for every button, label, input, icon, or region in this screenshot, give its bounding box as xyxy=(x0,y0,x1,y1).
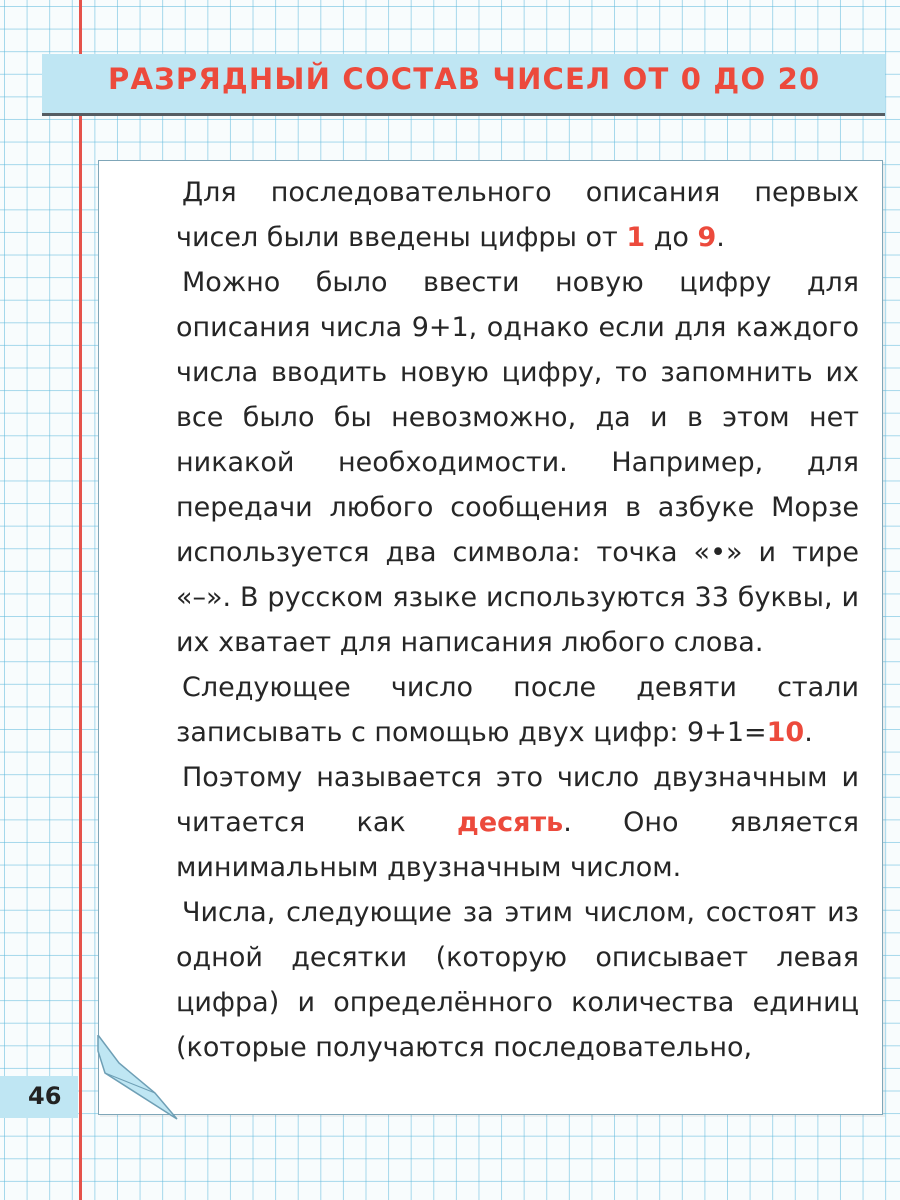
highlight-number: 9 xyxy=(697,222,717,253)
body-text xyxy=(176,170,859,1070)
page-number-badge xyxy=(0,1076,78,1118)
section-header xyxy=(42,54,885,116)
paragraph: Следующее число после девяти стали записывать с помощью двух цифр: 9+1=10. xyxy=(176,672,859,748)
paragraph: Числа, следующие за этим числом, состоят из одной десятки (которую описывает левая цифра) и определённого количества единиц (которые получаются последовательно, xyxy=(176,897,859,1063)
highlight-number: 10 xyxy=(766,717,805,748)
notebook-margin-line xyxy=(79,0,82,1200)
page-curl-icon xyxy=(97,1035,187,1120)
paragraph: Можно было ввести новую цифру для описания числа 9+1, однако если для каждого числа вводить новую цифру, то запомнить их все было бы невозможно, да и в этом нет никакой необходимости. Например, для передачи любого сообщения в азбуке Морзе используется два символа: точка «•» и тире «–». В русском языке используются 33 буквы, и их хватает для написания любого слова. xyxy=(176,267,859,658)
page-number: 46 xyxy=(28,1082,62,1110)
paragraph: Для последовательного описания первых чисел были введены цифры от 1 до 9. xyxy=(176,177,859,253)
page-title: РАЗРЯДНЫЙ СОСТАВ ЧИСЕЛ ОТ 0 ДО 20 xyxy=(108,62,821,96)
paragraph: Поэтому называется это число двузначным и читается как десять. Оно является минимальным двузначным числом. xyxy=(176,762,859,883)
highlight-number: 1 xyxy=(626,222,646,253)
highlight-word: десять xyxy=(457,807,564,838)
